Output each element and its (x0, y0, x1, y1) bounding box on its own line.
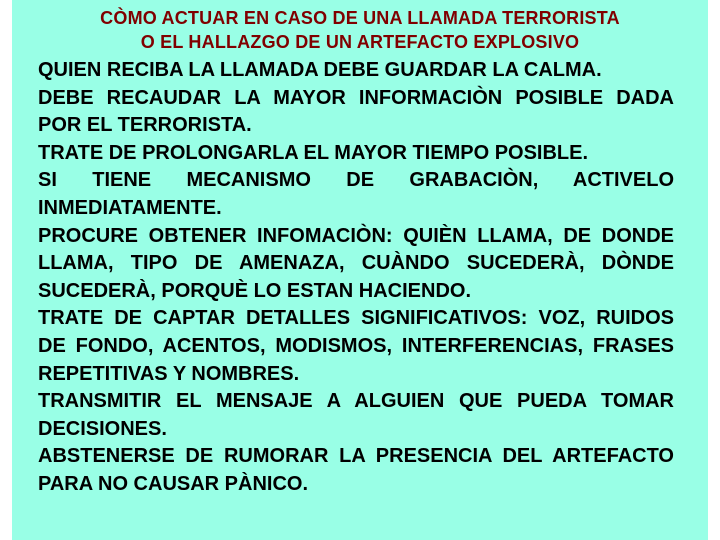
instructions-body (38, 57, 674, 499)
instruction-paragraph: QUIEN RECIBA LA LLAMADA DEBE GUARDAR LA CALMA. (38, 59, 602, 81)
instruction-paragraph: ABSTENERSE DE RUMORAR LA PRESENCIA DEL ARTEFACTO PARA NO CAUSAR PÀNICO. (38, 445, 674, 495)
title-line-1: CÒMO ACTUAR EN CASO DE UNA LLAMADA TERRORISTA (100, 8, 620, 28)
instruction-paragraph: TRATE DE CAPTAR DETALLES SIGNIFICATIVOS: VOZ, RUIDOS DE FONDO, ACENTOS, MODISMOS, INTERFERENCIAS, FRASES REPETITIVAS Y NOMBRES. (38, 307, 674, 385)
slide (12, 0, 708, 540)
instruction-paragraph: SI TIENE MECANISMO DE GRABACIÒN, ACTIVELO INMEDIATAMENTE. (38, 169, 674, 219)
instruction-paragraph: TRANSMITIR EL MENSAJE A ALGUIEN QUE PUEDA TOMAR DECISIONES. (38, 390, 674, 440)
instruction-paragraph: PROCURE OBTENER INFOMACIÒN: QUIÈN LLAMA, DE DONDE LLAMA, TIPO DE AMENAZA, CUÀNDO SUCEDERÀ, DÒNDE SUCEDERÀ, PORQUÈ LO ESTAN HACIENDO. (38, 224, 674, 302)
instruction-paragraph: DEBE RECAUDAR LA MAYOR INFORMACIÒN POSIBLE DADA POR EL TERRORISTA. (38, 86, 674, 137)
slide-title (12, 6, 708, 54)
title-line-2: O EL HALLAZGO DE UN ARTEFACTO EXPLOSIVO (140, 32, 580, 52)
instruction-paragraph: TRATE DE PROLONGARLA EL MAYOR TIEMPO POSIBLE. (38, 141, 589, 164)
